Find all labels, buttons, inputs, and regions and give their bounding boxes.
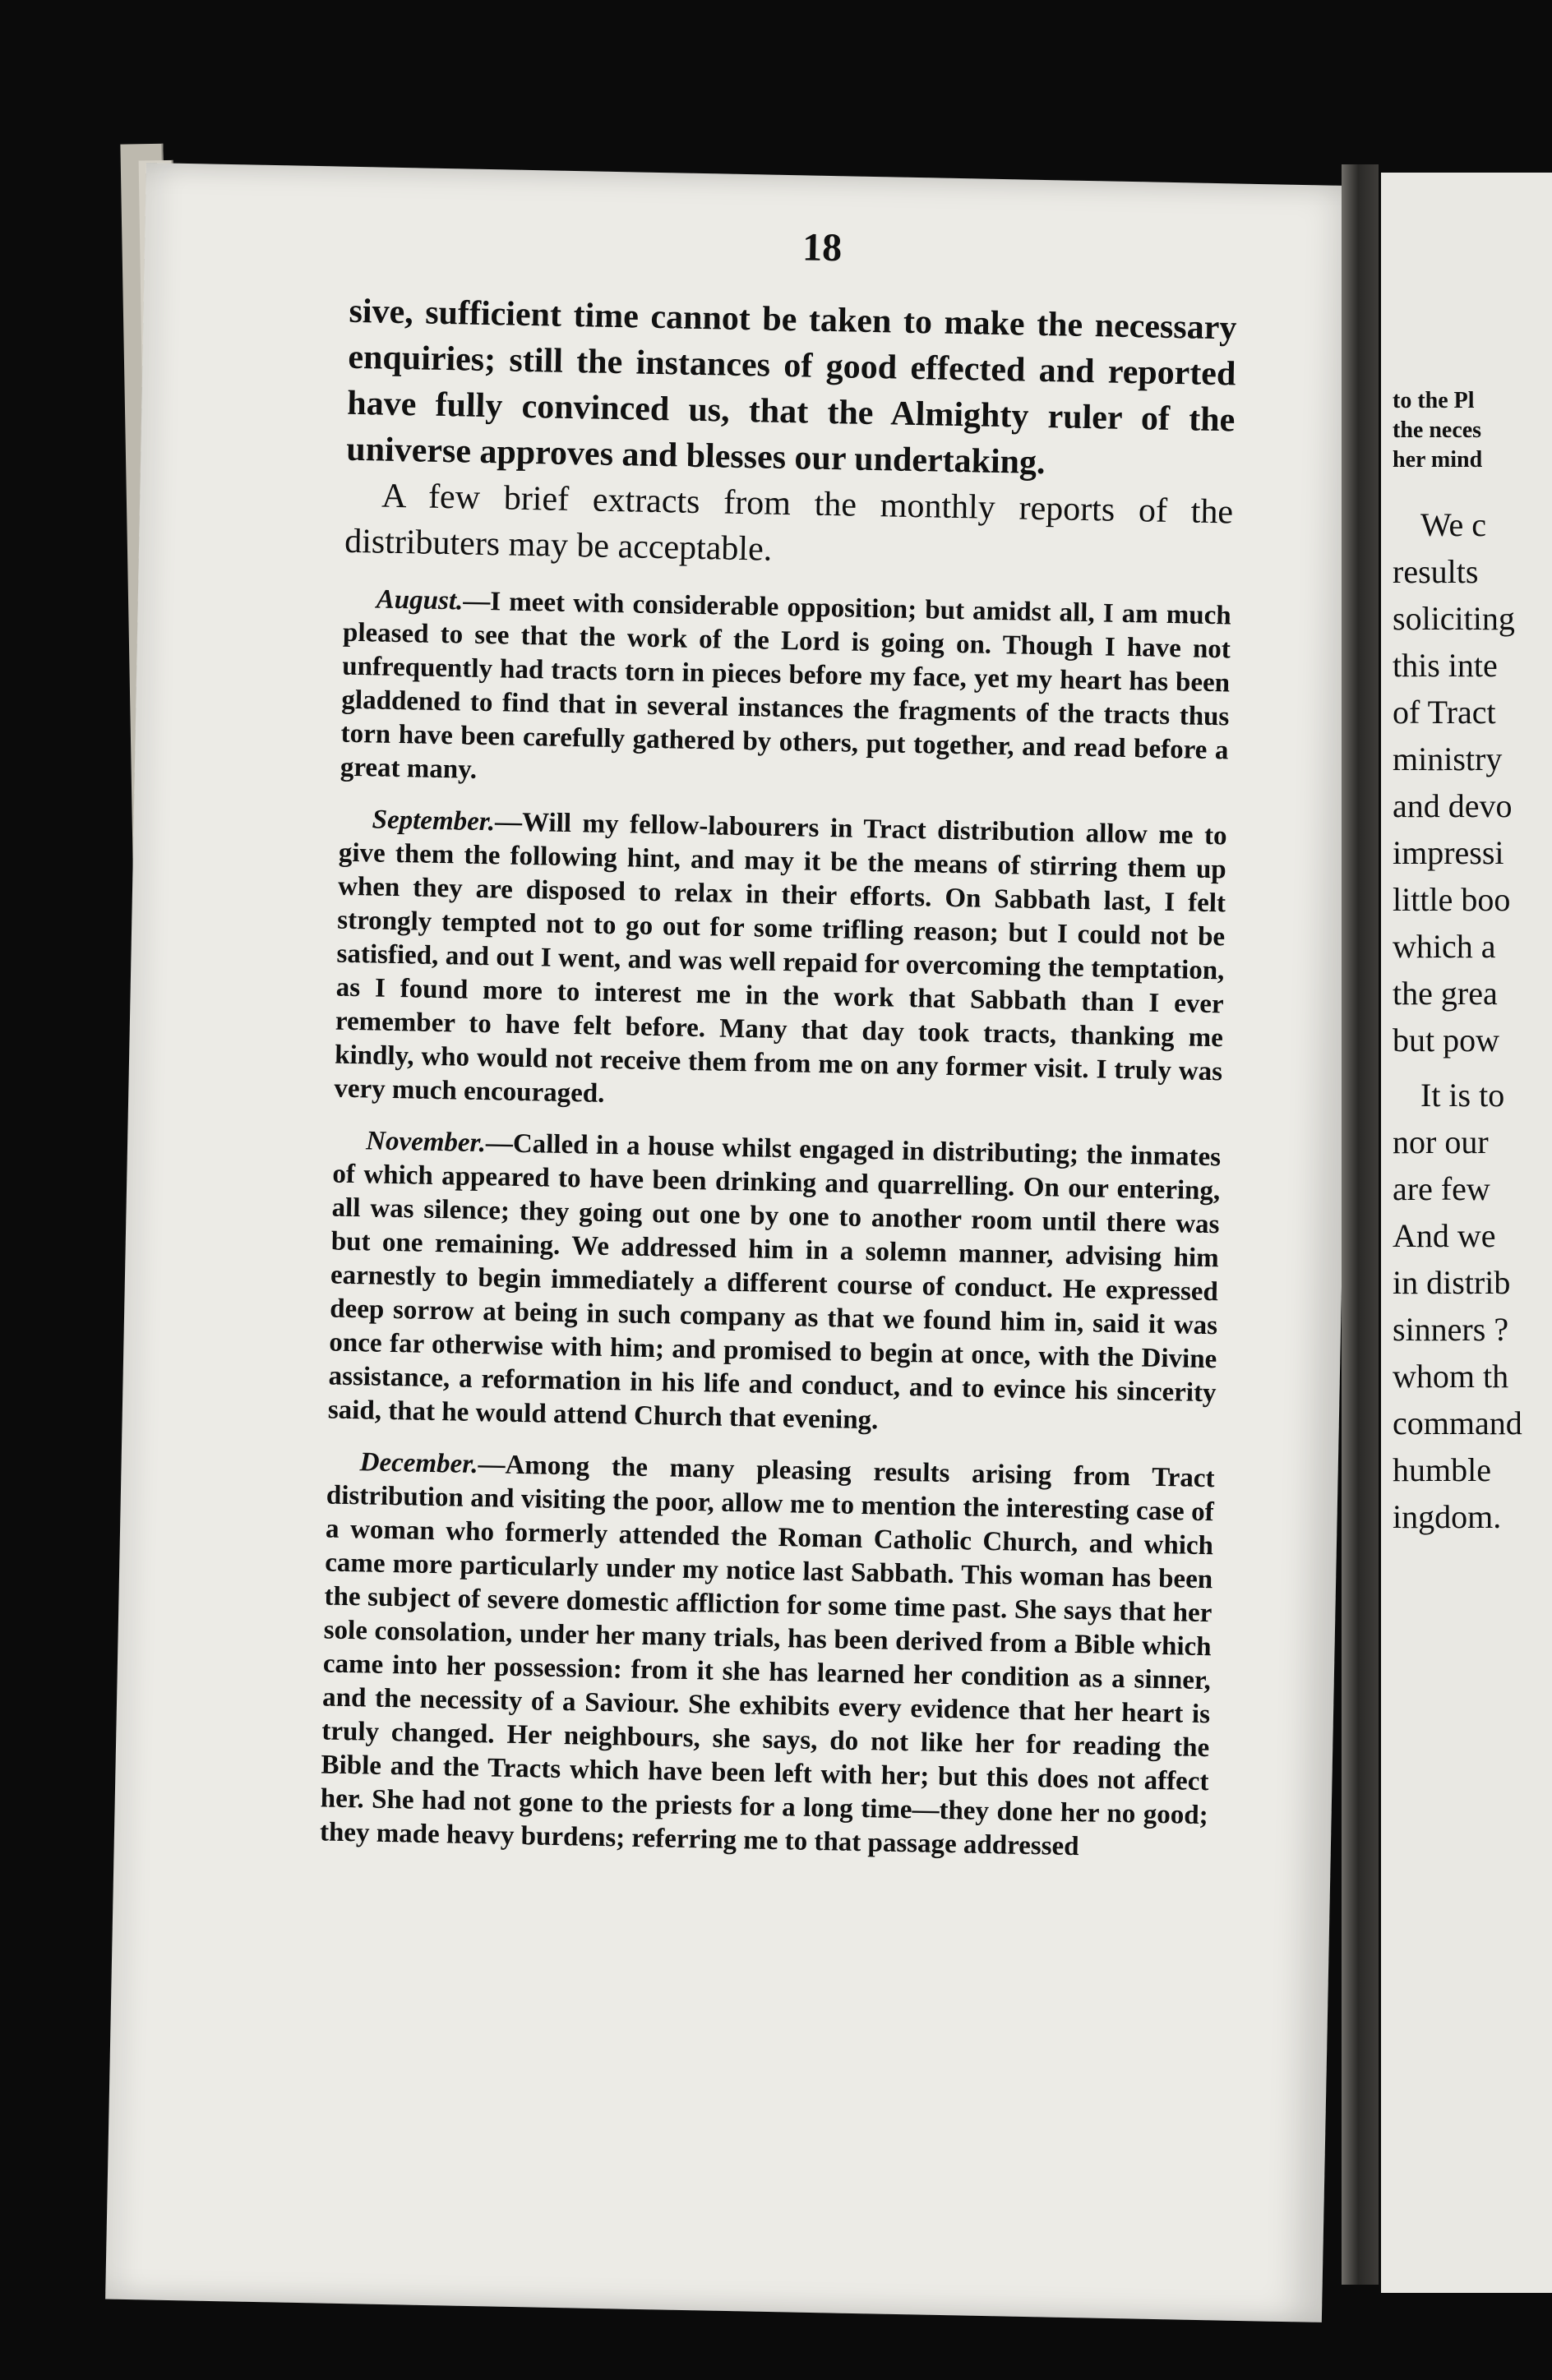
- right-page-line: We c: [1420, 506, 1487, 543]
- right-page-line: to the Pl: [1393, 388, 1475, 413]
- entry-text: —Will my fellow-labourers in Tract distribution allow me to give them the following hint, and may it be the means of stirring them up when they are disposed to relax in their efforts. On Sabbath last, I felt strongly tempted not to go out for some trifling reason; but I could not be satisfied, and out I went, and was well repaid for overcoming the temptation, as I found more to interest me in the work that Sabbath than I ever remember to have felt before. Many that day took tracts, thanking me kindly, who would not receive them from me on any former visit. I truly was very much encouraged.: [334, 807, 1227, 1109]
- right-page-line: but pow: [1393, 1022, 1499, 1059]
- report-entry-december: [320, 1446, 1215, 1867]
- report-entry-november: [328, 1124, 1222, 1445]
- right-page-line: command: [1393, 1404, 1522, 1441]
- book-gutter: [1342, 164, 1379, 2285]
- right-page-fragment: [1381, 173, 1552, 2293]
- page-number: 18: [801, 225, 843, 270]
- right-page-line: sinners ?: [1393, 1311, 1509, 1348]
- right-page-line: whom th: [1393, 1358, 1509, 1395]
- right-page-line: little boo: [1393, 881, 1511, 918]
- right-page-line: impressi: [1393, 834, 1504, 871]
- entry-text: —Called in a house whilst engaged in distributing; the inmates of which appeared to have been drinking and quarrelling. On our entering, all was silence; they going out one by one to another room until there was but one remaining. We addressed him in a solemn manner, advising him earnestly to begin immediately a different course of conduct. He expressed deep sorrow at being in such company as that we found him in, said it was once far otherwise with him; and promised to begin at once, with the Divine assistance, a reformation in his life and conduct, and to evince his sincerity said, that he would attend Church that evening.: [327, 1128, 1222, 1436]
- entry-text: —Among the many pleasing results arising from Tract distribution and visiting the poor, allow me to mention the interesting case of a woman who formerly attended the Roman Catholic Church, and which came more particularly under my notice last Sabbath. This woman has been the subject of severe domestic affliction for some time past. She says that her sole consolation, under her many trials, has been derived from a Bible which came into her possession: from it she has learned her condition as a sinner, and the necessity of a Saviour. She exhibits every evidence that her heart is truly changed. Her neighbours, she says, do not like her for reading the Bible and the Tracts which have been left with her; but this does not affect her. She had not gone to the priests for a long time—they done her no good; they made heavy burdens; referring me to that passage addressed: [319, 1450, 1215, 1862]
- right-page-line: It is to: [1420, 1077, 1505, 1114]
- right-page-line: humble: [1393, 1451, 1491, 1488]
- right-page-line: the grea: [1393, 975, 1498, 1012]
- right-page-line: this inte: [1393, 647, 1498, 684]
- right-page-line: And we: [1393, 1217, 1496, 1254]
- entry-month: August.: [376, 584, 464, 616]
- entry-month: November.: [365, 1126, 487, 1159]
- right-page-line: in distrib: [1393, 1264, 1511, 1301]
- right-page-line: the neces: [1393, 417, 1482, 443]
- right-page-line: and devo: [1393, 787, 1513, 824]
- right-page-line: which a: [1393, 928, 1496, 965]
- entry-month: September.: [372, 805, 496, 837]
- right-page-line: ingdom.: [1393, 1498, 1502, 1535]
- page-body: [320, 288, 1237, 1866]
- right-page-line: ministry: [1393, 740, 1503, 777]
- right-page-line: soliciting: [1393, 600, 1515, 637]
- right-page-line: are few: [1393, 1170, 1490, 1207]
- right-page-line: her mind: [1393, 447, 1483, 473]
- extracts-intro: A few brief extracts from the monthly reports of the distributers may be acceptable.: [344, 477, 1234, 569]
- report-entry-september: [334, 803, 1227, 1123]
- right-page-line: results: [1393, 553, 1479, 590]
- left-page: [105, 163, 1363, 2322]
- intro-paragraph: sive, sufficient time cannot be taken to make the necessary enquiries; still the instances of good effected and reported have fully convinced us, that the Almighty ruler of the universe approves and blesses our undertaking.: [345, 292, 1237, 482]
- entry-text: —I meet with considerable opposition; but amidst all, I am much pleased to see that the work of the Lord is going on. Though I have not unfrequently had tracts torn in pieces before my face, yet my heart has been gladdened to find that in several instances the fragments of the tracts thus torn have been carefully gathered by others, put together, and read before a great many.: [340, 586, 1232, 785]
- right-page-line: nor our: [1393, 1123, 1489, 1160]
- report-entry-august: [340, 583, 1232, 802]
- right-page-line: of Tract: [1393, 694, 1496, 731]
- entry-month: December.: [359, 1447, 478, 1480]
